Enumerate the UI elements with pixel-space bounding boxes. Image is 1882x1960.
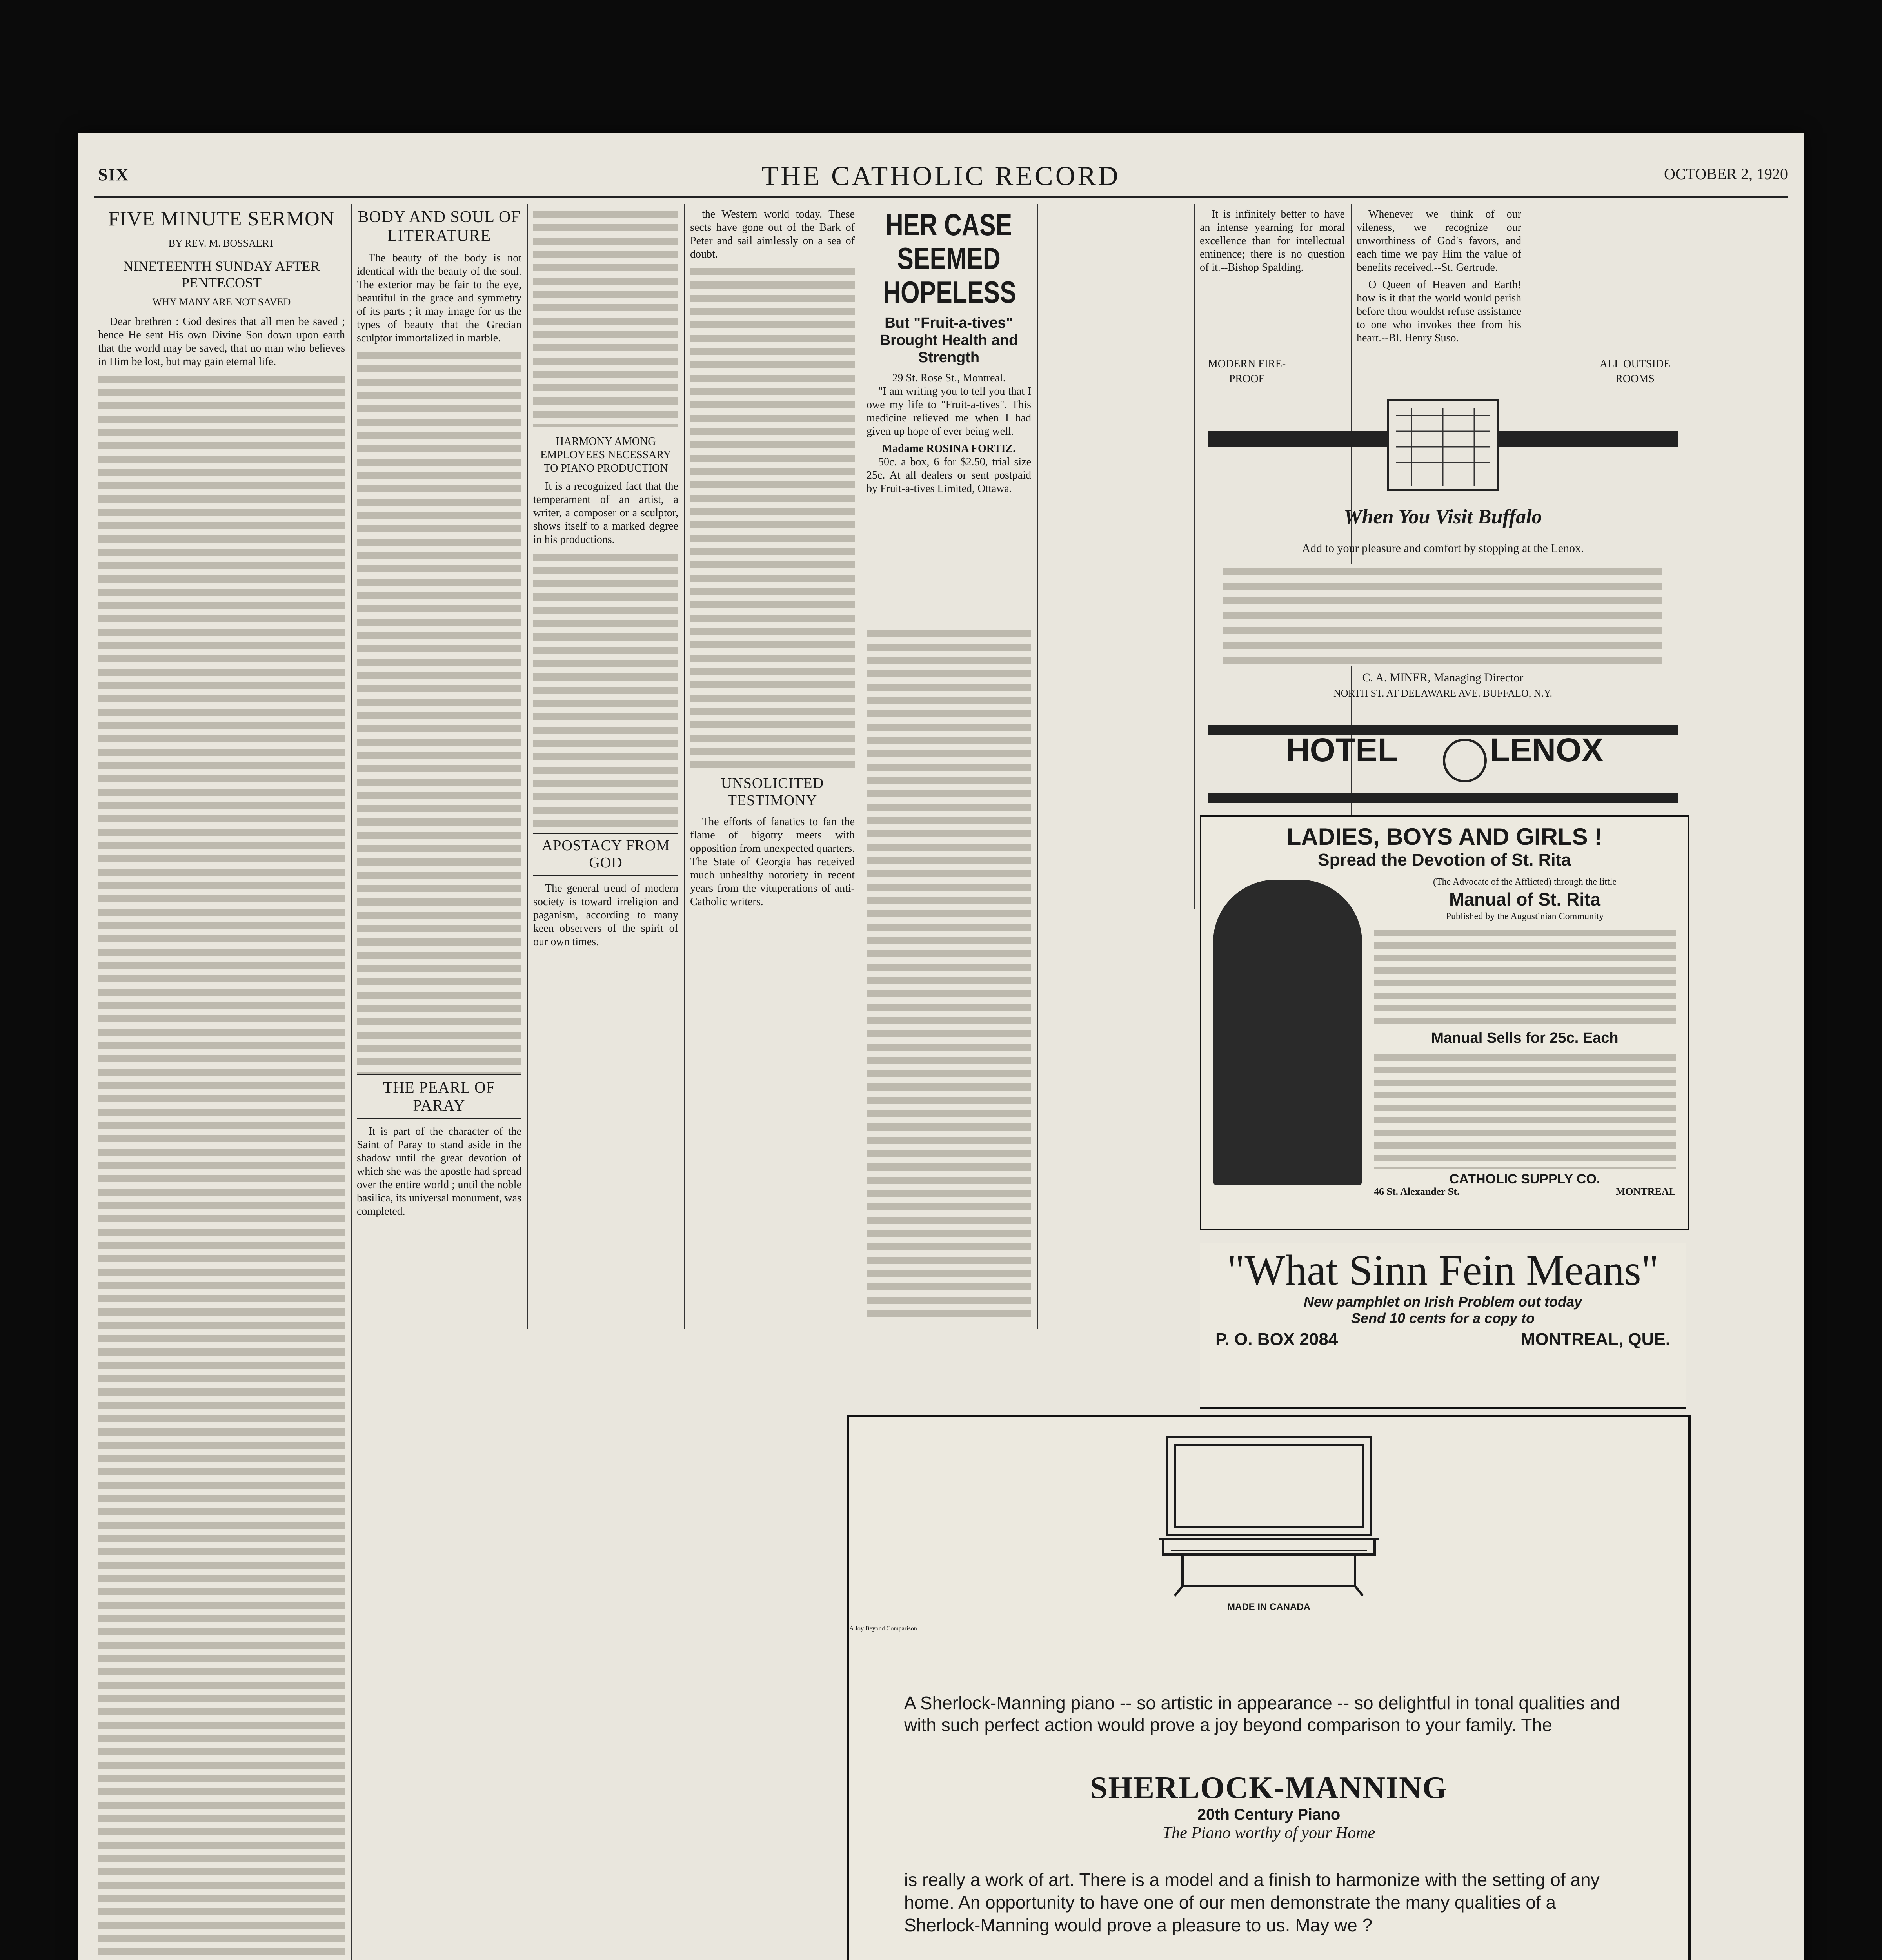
literature-title: BODY AND SOUL OF LITERATURE	[358, 208, 521, 245]
paper-name: THE CATHOLIC RECORD	[761, 161, 1121, 191]
sinn-fein-box: P. O. BOX 2084	[1215, 1330, 1338, 1349]
sermon-subtitle: NINETEENTH SUNDAY AFTER PENTECOST	[123, 258, 320, 290]
rita-text	[1374, 876, 1676, 1198]
rita-subhead: Spread the Devotion of St. Rita	[1318, 850, 1571, 869]
rita-note: (The Advocate of the Afflicted) through the little	[1433, 877, 1617, 887]
pearl-lead: It is part of the character of the Saint of Paray to stand aside in the shadow until the great devotion of which she was the apostle had spread over the entire world ; until the noble basilica, its universal monument, was completed.	[357, 1125, 521, 1218]
unsolicited-title: UNSOLICITED TESTIMONY	[721, 775, 824, 809]
pearl-title: THE PEARL OF PARAY	[357, 1074, 521, 1119]
literature-column	[357, 208, 521, 1325]
fruitatives-headline: HER CASE SEEMED HOPELESS	[883, 208, 1016, 309]
column-rule	[1194, 204, 1195, 909]
sinn-fein-offer: Send 10 cents for a copy to	[1351, 1310, 1535, 1326]
literature-body-text	[357, 349, 521, 1074]
column-rule	[1037, 204, 1038, 1329]
column-rule	[527, 204, 528, 1329]
sherlock-brand-tag: The Piano worthy of your Home	[1162, 1824, 1375, 1842]
header-rule	[94, 196, 1788, 198]
lenox-body: Add to your pleasure and comfort by stopping at the Lenox.	[1302, 542, 1584, 555]
page-number: SIX	[98, 165, 129, 184]
issue-date: OCTOBER 2, 1920	[1664, 165, 1788, 183]
sherlock-headline: A Joy Beyond Comparison	[849, 1625, 917, 1632]
bigotry-article	[867, 627, 1031, 1325]
sinn-fein-ad	[1200, 1243, 1686, 1409]
rita-company-city: MONTREAL	[1615, 1186, 1676, 1197]
lenox-ad	[1200, 357, 1686, 800]
rita-price-head: Manual Sells for 25c. Each	[1431, 1030, 1619, 1046]
sermon-lead: Dear brethren : God desires that all men be saved ; hence He sent His own Divine Son down upon earth that the world may be saved, that no man who believes in Him be lost, but may gain eternal life.	[98, 316, 345, 368]
upright-piano-icon	[1159, 1433, 1379, 1598]
lenox-headline: When You Visit Buffalo	[1344, 506, 1542, 528]
lenox-address: NORTH ST. AT DELAWARE AVE. BUFFALO, N.Y.	[1333, 688, 1553, 699]
fruitatives-signature: Madame ROSINA FORTIZ.	[882, 443, 1016, 455]
quote-spalding	[1200, 208, 1345, 325]
sinn-fein-tagline: New pamphlet on Irish Problem out today	[1303, 1294, 1582, 1310]
sinn-fein-city: MONTREAL, QUE.	[1520, 1330, 1670, 1349]
apostacy-title: APOSTACY FROM GOD	[533, 833, 678, 876]
quote-gertrude-text: Whenever we think of our vileness, we recognize our unworthiness of God's favors, and each time we pay Him the value of benefits received.--St. Gertrude.	[1357, 208, 1521, 274]
western-lead: the Western world today. These sects have gone out of the Bark of Peter and sail aimlessly on a sea of doubt.	[690, 208, 855, 260]
lenox-tag-right: ALL OUTSIDE ROOMS	[1599, 358, 1671, 385]
quote-gertrude	[1357, 208, 1521, 365]
sinn-fein-headline: "What Sinn Fein Means"	[1227, 1246, 1659, 1294]
harmony-lead: It is a recognized fact that the temperament of an artist, a writer, a composer or a sculptor, shows itself to a marked degree in his productions.	[533, 480, 678, 546]
lenox-tag-left: MODERN FIRE-PROOF	[1208, 358, 1286, 385]
western-body-text	[690, 265, 855, 775]
rita-description-text	[1374, 927, 1676, 1025]
harmony-body-text	[533, 550, 678, 833]
lenox-logo-right: LENOX	[1490, 731, 1604, 768]
rita-book-title: Manual of St. Rita	[1449, 889, 1600, 909]
fruitatives-address: 29 St. Rose St., Montreal.	[892, 372, 1006, 384]
harmony-column	[533, 208, 678, 1325]
rita-offer-text	[1374, 1051, 1676, 1169]
sermon-byline: BY REV. M. BOSSAERT	[168, 238, 275, 249]
lenox-details-text	[1223, 564, 1662, 666]
sermon-body-text	[98, 372, 345, 1960]
sermon-title: FIVE MINUTE SERMON	[108, 208, 335, 230]
sherlock-body-1: A Sherlock-Manning piano -- so artistic in appearance -- so delightful in tonal qualities and with such perfect action would prove a joy beyond comparison to your family. The	[904, 1693, 1620, 1735]
hotel-building-icon	[1208, 392, 1678, 494]
rita-company: CATHOLIC SUPPLY CO.	[1449, 1172, 1600, 1187]
rita-publisher: Published by the Augustinian Community	[1446, 911, 1604, 922]
newspaper-page	[78, 133, 1804, 1960]
column-rule	[351, 204, 352, 1960]
apostacy-lead: The general trend of modern society is toward irreligion and paganism, according to many keen observers of the spirit of our own times.	[533, 882, 678, 948]
sherlock-brand-logo	[849, 1770, 1688, 1842]
running-header	[78, 161, 1804, 196]
sermon-subhead: WHY MANY ARE NOT SAVED	[152, 296, 291, 308]
sherlock-body-2: is really a work of art. There is a model and a finish to harmonize with the setting of any home. An opportunity to have one of our men demonstrate the many qualities of a Sherlock-Manning would prove a pleasure to us. May we ?	[904, 1869, 1600, 1935]
literature-lead: The beauty of the body is not identical with the beauty of the soul. The exterior may be fair to the eye, beautiful in the grace and symmetry of its parts ; it may image for us the types of beauty that the Grecian sculptor immortalized in marble.	[357, 252, 521, 344]
lenox-manager: C. A. MINER, Managing Director	[1362, 671, 1524, 684]
rita-ad	[1200, 815, 1689, 1230]
sherlock-brand: SHERLOCK-MANNING	[1090, 1771, 1448, 1805]
lenox-logo-left: HOTEL	[1286, 731, 1398, 768]
harmony-title: HARMONY AMONG EMPLOYEES NECESSARY TO PIANO PRODUCTION	[540, 436, 671, 474]
harmony-top-text	[533, 208, 678, 427]
fruitatives-body: "I am writing you to tell you that I owe my life to "Fruit-a-tives". This medicine relieved me when I had given up hope of ever being well.	[867, 385, 1031, 437]
quote-suso-text: O Queen of Heaven and Earth! how is it that the world would perish before thou wouldst refuse assistance to one who invokes thee from his heart.--Bl. Henry Suso.	[1357, 279, 1521, 344]
rita-headline: LADIES, BOYS AND GIRLS !	[1286, 824, 1602, 850]
lenox-logo	[1208, 725, 1678, 803]
sherlock-manning-ad	[847, 1415, 1691, 1960]
bigotry-body-text	[867, 627, 1031, 1317]
fruitatives-ad	[867, 208, 1031, 600]
fruitatives-price: 50c. a box, 6 for $2.50, trial size 25c. At all dealers or sent postpaid by Fruit-a-tives Limited, Ottawa.	[867, 456, 1031, 495]
sherlock-brand-sub: 20th Century Piano	[1197, 1806, 1341, 1823]
st-rita-statue-image	[1213, 880, 1362, 1185]
column-rule	[684, 204, 685, 1329]
rita-company-address: 46 St. Alexander St.	[1374, 1186, 1460, 1197]
quote-spalding-text: It is infinitely better to have an intense yearning for moral excellence than for intellectual eminence; there is no question of it.--Bishop Spalding.	[1200, 208, 1345, 274]
western-column	[690, 208, 855, 1325]
unsolicited-lead: The efforts of fanatics to fan the flame of bigotry meets with opposition from unexpected quarters. The State of Georgia has received much unhealthy notoriety in recent years from the vituperations of anti-Catholic writers.	[690, 816, 855, 908]
fruitatives-subhead: But "Fruit-a-tives" Brought Health and Strength	[879, 315, 1018, 366]
sermon-column	[98, 208, 345, 1960]
lenox-crest-icon	[1443, 739, 1487, 782]
made-in-canada: MADE IN CANADA	[1227, 1602, 1310, 1612]
